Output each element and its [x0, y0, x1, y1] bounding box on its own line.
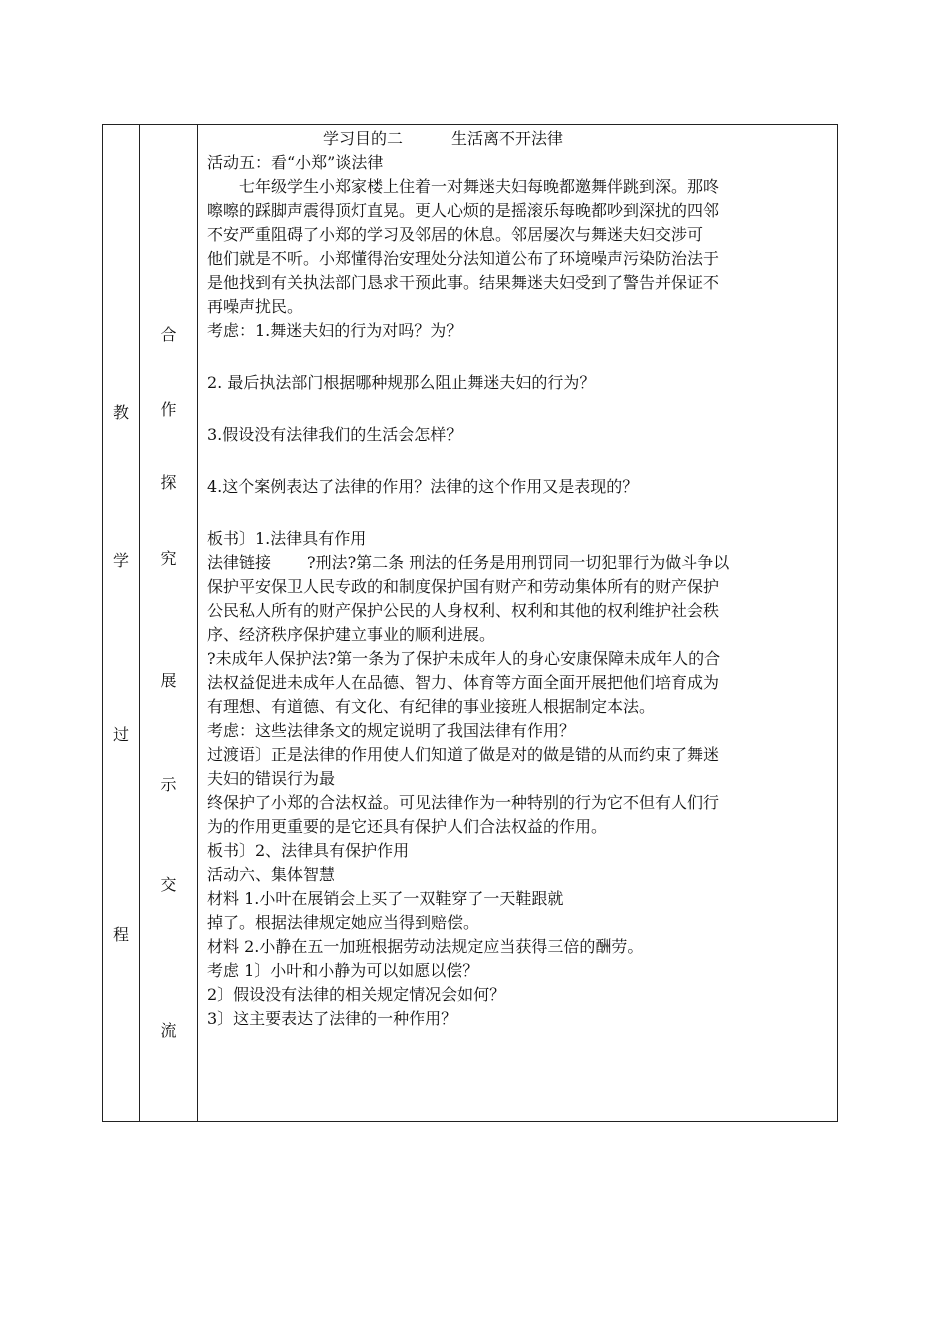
story-line: 嚓嚓的踩脚声震得顶灯直晃。更人心烦的是摇滚乐每晚都吵到深扰的四邻 — [207, 201, 720, 220]
col1-char: 教 — [112, 403, 129, 422]
content-line: 为的作用更重要的是它还具有保护人们合法权益的作用。 — [207, 817, 608, 836]
lesson-table — [102, 124, 838, 1122]
col2-char: 展 — [160, 671, 177, 690]
law-text-line: ?未成年人保护法?第一条为了保护未成年人的身心安康保障未成年人的合 — [207, 649, 721, 668]
material-line: 材料 2.小静在五一加班根据劳动法规定应当获得三倍的酬劳。 — [207, 937, 644, 956]
activity-heading: 活动六、集体智慧 — [207, 865, 336, 884]
column-teaching-process — [103, 125, 140, 1121]
col1-char: 学 — [112, 551, 129, 570]
col2-char: 交 — [160, 875, 177, 894]
content-column — [207, 127, 833, 1031]
question: 4.这个案例表达了法律的作用？法律的这个作用又是表现的？ — [207, 477, 639, 496]
column-cooperative-exploration — [140, 125, 198, 1121]
board-note: 板书〕2、法律具有保护作用 — [207, 841, 410, 860]
content-line: 终保护了小郑的合法权益。可见法律作为一种特别的行为它不但有人们行 — [207, 793, 720, 812]
content-line: 考虑：这些法律条文的规定说明了我国法律有作用？ — [207, 721, 576, 740]
col2-char: 合 — [160, 325, 177, 344]
material-line: 掉了。根据法律规定她应当得到赔偿。 — [207, 913, 480, 932]
board-note: 板书〕1.法律具有作用 — [207, 529, 367, 548]
question: 2〕假设没有法律的相关规定情况会如何？ — [207, 985, 506, 1004]
question: 考虑 1〕小叶和小静为可以如愿以偿？ — [207, 961, 479, 980]
col2-char: 究 — [160, 549, 177, 568]
material-line: 材料 1.小叶在展销会上买了一双鞋穿了一天鞋跟就 — [207, 889, 564, 908]
question: 3.假设没有法律我们的生活会怎样？ — [207, 425, 463, 444]
content-line: 过渡语〕正是法律的作用使人们知道了做是对的做是错的从而约束了舞迷 — [207, 745, 720, 764]
activity-heading: 活动五：看“小郑”谈法律 — [207, 153, 384, 172]
content-line: 夫妇的错误行为最 — [207, 769, 336, 788]
col2-char: 示 — [160, 775, 177, 794]
col1-char: 程 — [112, 925, 129, 944]
law-link-label: 法律链接 — [207, 553, 272, 572]
law-link-text: ?刑法?第二条 刑法的任务是用刑罚同一切犯罪行为做斗争以 — [307, 553, 730, 572]
col2-char: 探 — [160, 473, 177, 492]
story-line: 再噪声扰民。 — [207, 297, 304, 316]
story-line: 是他找到有关执法部门恳求干预此事。结果舞迷夫妇受到了警告并保证不 — [207, 273, 720, 292]
law-link-line — [207, 551, 833, 575]
law-text-line: 法权益促进未成年人在品德、智力、体育等方面全面开展把他们培育成为 — [207, 673, 720, 692]
question: 考虑：1.舞迷夫妇的行为对吗？为？ — [207, 321, 463, 340]
title-part1: 学习目的二 — [323, 129, 404, 148]
story-line: 不安严重阻碍了小郑的学习及邻居的休息。邻居屡次与舞迷夫妇交涉可 — [207, 225, 704, 244]
question: 2. 最后执法部门根据哪种规那么阻止舞迷夫妇的行为？ — [207, 373, 596, 392]
law-text-line: 保护平安保卫人民专政的和制度保护国有财产和劳动集体所有的财产保护 — [207, 577, 720, 596]
law-text-line: 有理想、有道德、有文化、有纪律的事业接班人根据制定本法。 — [207, 697, 656, 716]
story-line: 七年级学生小郑家楼上住着一对舞迷夫妇每晚都邀舞伴跳到深。那咚 — [239, 177, 720, 196]
col2-char: 作 — [160, 400, 177, 419]
story-line: 他们就是不听。小郑懂得治安理处分法知道公布了环境噪声污染防治法于 — [207, 249, 720, 268]
col2-char: 流 — [160, 1021, 177, 1040]
question: 3〕这主要表达了法律的一种作用？ — [207, 1009, 458, 1028]
law-text-line: 序、经济秩序保护建立事业的顺利进展。 — [207, 625, 496, 644]
title-part2: 生活离不开法律 — [451, 129, 564, 148]
law-text-line: 公民私人所有的财产保护公民的人身权利、权利和其他的权利维护社会秩 — [207, 601, 720, 620]
col1-char: 过 — [112, 725, 129, 744]
section-title — [207, 127, 833, 151]
